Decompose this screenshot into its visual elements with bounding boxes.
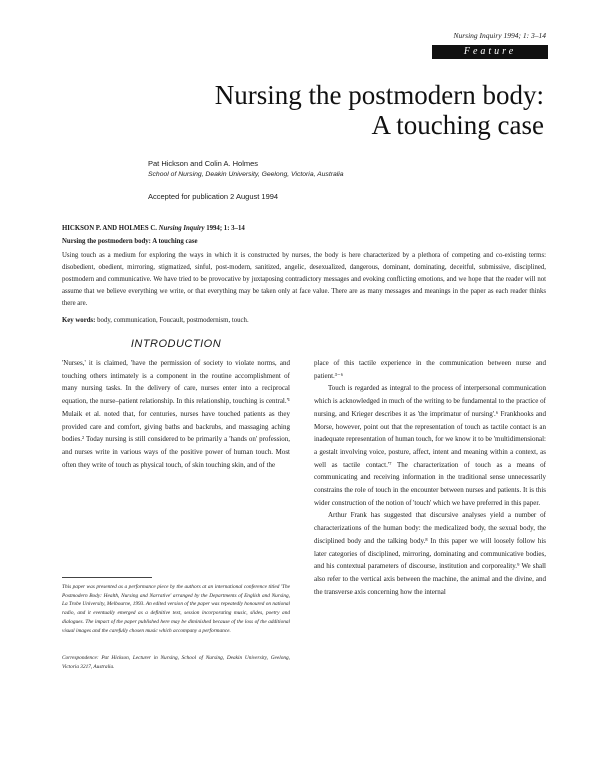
article-title (120, 80, 544, 140)
abstract: Using touch as a medium for exploring the ways in which it is constructed by nurses, the body is here characterized by a plethora of competing and co-existing terms: disobedient, obedient, mirroring, stigmatized, sinful, post-modern, sanitized, angelic, desexualized, dangerous, dominant, dominating, deceitful, submissive, disciplined, postmodern and communicative. We have tried to be provocative by juxtaposing contradictory messages and evoking conflicting emotions, and we hope that the reader will not assume that we believe everything we write, or that everything may be taken only at face value. There are as many messages and meanings in the paper as each reader thinks there are. (62, 252, 546, 307)
title-line-2: A touching case (371, 110, 544, 140)
col2-paragraph-2: Touch is regarded as integral to the process of interpersonal communication which is acknowledged in much of the writing to be fundamental to the practice of nursing, and Krieger describes it as 'the imprimatur of nursing'.⁶ Frankhooks and Morse, however, point out that the representation of touch as tactile contact is an inadequate representation of human touch, for we know it to be 'multidimensional: a gestalt involving voice, posture, affect, intent and meaning within a context, as well as tactile contact.'⁷ The characterization of touch as a means of communicating and receiving information in the traditional sense unnecessarily constrains the role of touch in the encounter between nurses and patients. It is this wider construction of the notion of 'touch' which we have preferred in this paper. (314, 384, 546, 507)
running-head: Nursing Inquiry 1994; 1: 3–14 (453, 31, 546, 40)
intro-heading: INTRODUCTION (130, 338, 222, 350)
col2-paragraph-3: Arthur Frank has suggested that discursive analyses yield a number of characterizations of the human body: the medicalized body, the sexual body, the disciplined body and the talking body.⁸ In this paper we will loosely follow his later categories of disciplined, mirroring, dominating and communicative bodies, and his contextual parameters of discourse, institution and corporeality.⁹ We shall also refer to the vertical axis between the machine, the animal and the divine, and the transverse axis concerning how the internal (314, 511, 546, 596)
citation-journal: Nursing Inquiry (158, 225, 205, 232)
keywords (62, 317, 546, 324)
keywords-list: body, communication, Foucault, postmodernism, touch. (97, 317, 249, 324)
accepted-date: Accepted for publication 2 August 1994 (148, 192, 279, 201)
column-left (62, 357, 290, 471)
citation-rest: 1994; 1: 3–14 (206, 225, 245, 232)
citation-line (62, 225, 245, 232)
footnote-rule (62, 577, 152, 578)
title-line-1: Nursing the postmodern body: (214, 80, 544, 110)
footnote-correspondence: Correspondence: Pat Hickson, Lecturer in Nursing, School of Nursing, Deakin University, Geelong, Victoria 3217, Australia. (62, 655, 290, 670)
keywords-label: Key words: (62, 317, 96, 324)
section-label-badge: Feature (432, 45, 548, 59)
footnote-performance: This paper was presented as a performance piece by the authors at an international conference titled 'The Postmodern Body: Health, Nursing and Narrative' arranged by the Departments of English and Nursing, La Trobe University, Melbourne, 1993. An edited version of the paper was repeatedly honoured on national radio, and it eventually emerged as a definitive text, session incorporating music, slides, poetry and dialogues. The impact of the paper published here may be diminished because of the loss of the additional visual images and the carefully chosen music which accompany a performance. (62, 584, 290, 634)
citation-authors: HICKSON P. AND HOLMES C. (62, 225, 157, 232)
citation-title: Nursing the postmodern body: A touching case (62, 238, 198, 245)
authors: Pat Hickson and Colin A. Holmes (148, 159, 259, 168)
col2-paragraph-1: place of this tactile experience in the communication between nurse and patient.³⁻⁶ (314, 359, 546, 380)
affiliation: School of Nursing, Deakin University, Geelong, Victoria, Australia (148, 171, 344, 178)
col1-paragraph-1: 'Nurses,' it is claimed, 'have the permission of society to violate norms, and touching others intimately is a component in the routine accomplishment of many nursing tasks. In the delivery of care, nurses enter into a reciprocal equation, the nurse–patient relationship. In this relationship, touching is central.'¹ Mulaik et al. noted that, for centuries, nurses have touched patients as they provided care and comfort, giving baths and backrubs, and massaging aching bodies.² Today nursing is still considered to be primarily a 'hands on' profession, and nurses write in various ways of the positive power of human touch. Most often they write of touch as physical touch, of skin touching skin, and of the (62, 359, 290, 469)
column-right (314, 357, 546, 598)
